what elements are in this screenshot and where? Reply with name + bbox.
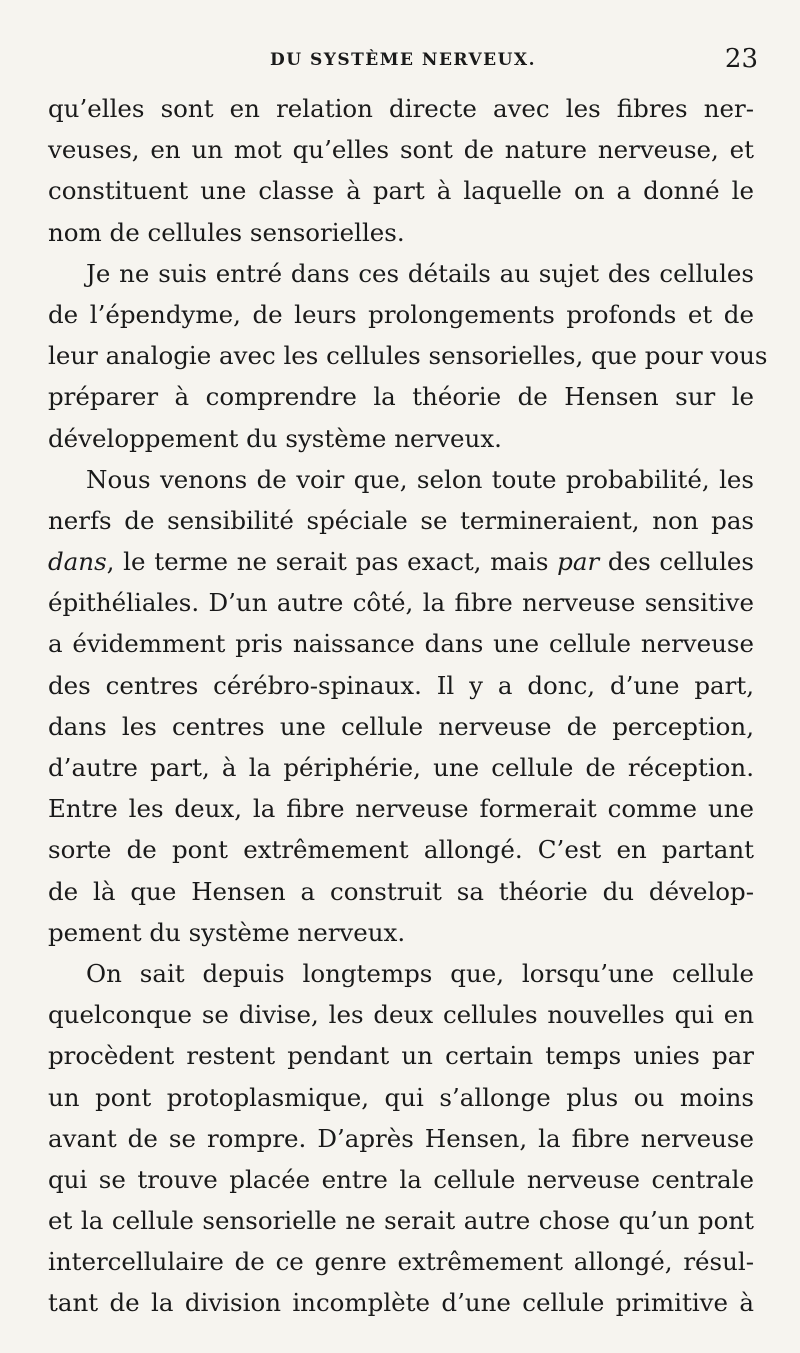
text-line: Nous venons de voir que, selon toute probabilité, les (86, 464, 754, 494)
italic-word: dans (48, 547, 107, 577)
text-fragment: , le terme ne serait pas exact, mais (106, 547, 558, 577)
text-line: développement du système nerveux. (48, 423, 502, 453)
text-line: Je ne suis entré dans ces détails au sujet des cellules (86, 258, 754, 288)
text-line: un pont protoplasmique, qui s’allonge plus ou moins (48, 1082, 754, 1112)
text-line: épithéliales. D’un autre côté, la fibre nerveuse sensitive (48, 588, 754, 618)
text-line: quelconque se divise, les deux cellules nouvelles qui en (48, 1000, 754, 1030)
text-line: qui se trouve placée entre la cellule nerveuse centrale (48, 1164, 754, 1194)
text-line: pement du système nerveux. (48, 917, 406, 947)
text-line: On sait depuis longtemps que, lorsqu’une cellule (86, 958, 754, 988)
text-line: préparer à comprendre la théorie de Hensen sur le (48, 382, 754, 412)
page-number: 23 (724, 44, 758, 74)
text-line: d’autre part, à la périphérie, une cellule de réception. (48, 753, 754, 782)
text-line: tant de la division incomplète d’une cellule primitive à (48, 1288, 754, 1318)
text-line-with-italics (48, 541, 754, 582)
text-line: procèdent restent pendant un certain temps unies par (48, 1041, 754, 1071)
text-line: qu’elles sont en relation directe avec les fibres ner- (48, 94, 754, 123)
text-line: et la cellule sensorielle ne serait autre chose qu’un pont (48, 1206, 754, 1236)
text-line: a évidemment pris naissance dans une cellule nerveuse (48, 629, 754, 659)
text-line: avant de se rompre. D’après Hensen, la fibre nerveuse (48, 1123, 754, 1153)
text-line: intercellulaire de ce genre extrêmement allongé, résul- (48, 1247, 754, 1277)
body-text (48, 88, 768, 1324)
text-line: nerfs de sensibilité spéciale se termineraient, non pas (48, 505, 754, 535)
text-line: dans les centres une cellule nerveuse de perception, (48, 711, 754, 741)
text-line: de là que Hensen a construit sa théorie du dévelop- (48, 876, 754, 906)
running-title: DU SYSTÈME NERVEUX. (269, 50, 537, 70)
text-line: constituent une classe à part à laquelle on a donné le (48, 176, 754, 206)
text-line: des centres cérébro-spinaux. Il y a donc, d’une part, (48, 670, 754, 700)
italic-word: par (557, 547, 600, 577)
text-line: sorte de pont extrêmement allongé. C’est en partant (48, 835, 754, 865)
running-head (48, 44, 758, 80)
text-line: nom de cellules sensorielles. (48, 217, 405, 247)
text-line: leur analogie avec les cellules sensorielles, que pour vous (48, 341, 768, 371)
text-line: Entre les deux, la fibre nerveuse formerait comme une (48, 794, 754, 824)
text-line: veuses, en un mot qu’elles sont de nature nerveuse, et (48, 135, 754, 165)
text-fragment: des cellules (599, 547, 754, 577)
text-line: de l’épendyme, de leurs prolongements profonds et de (48, 299, 754, 329)
